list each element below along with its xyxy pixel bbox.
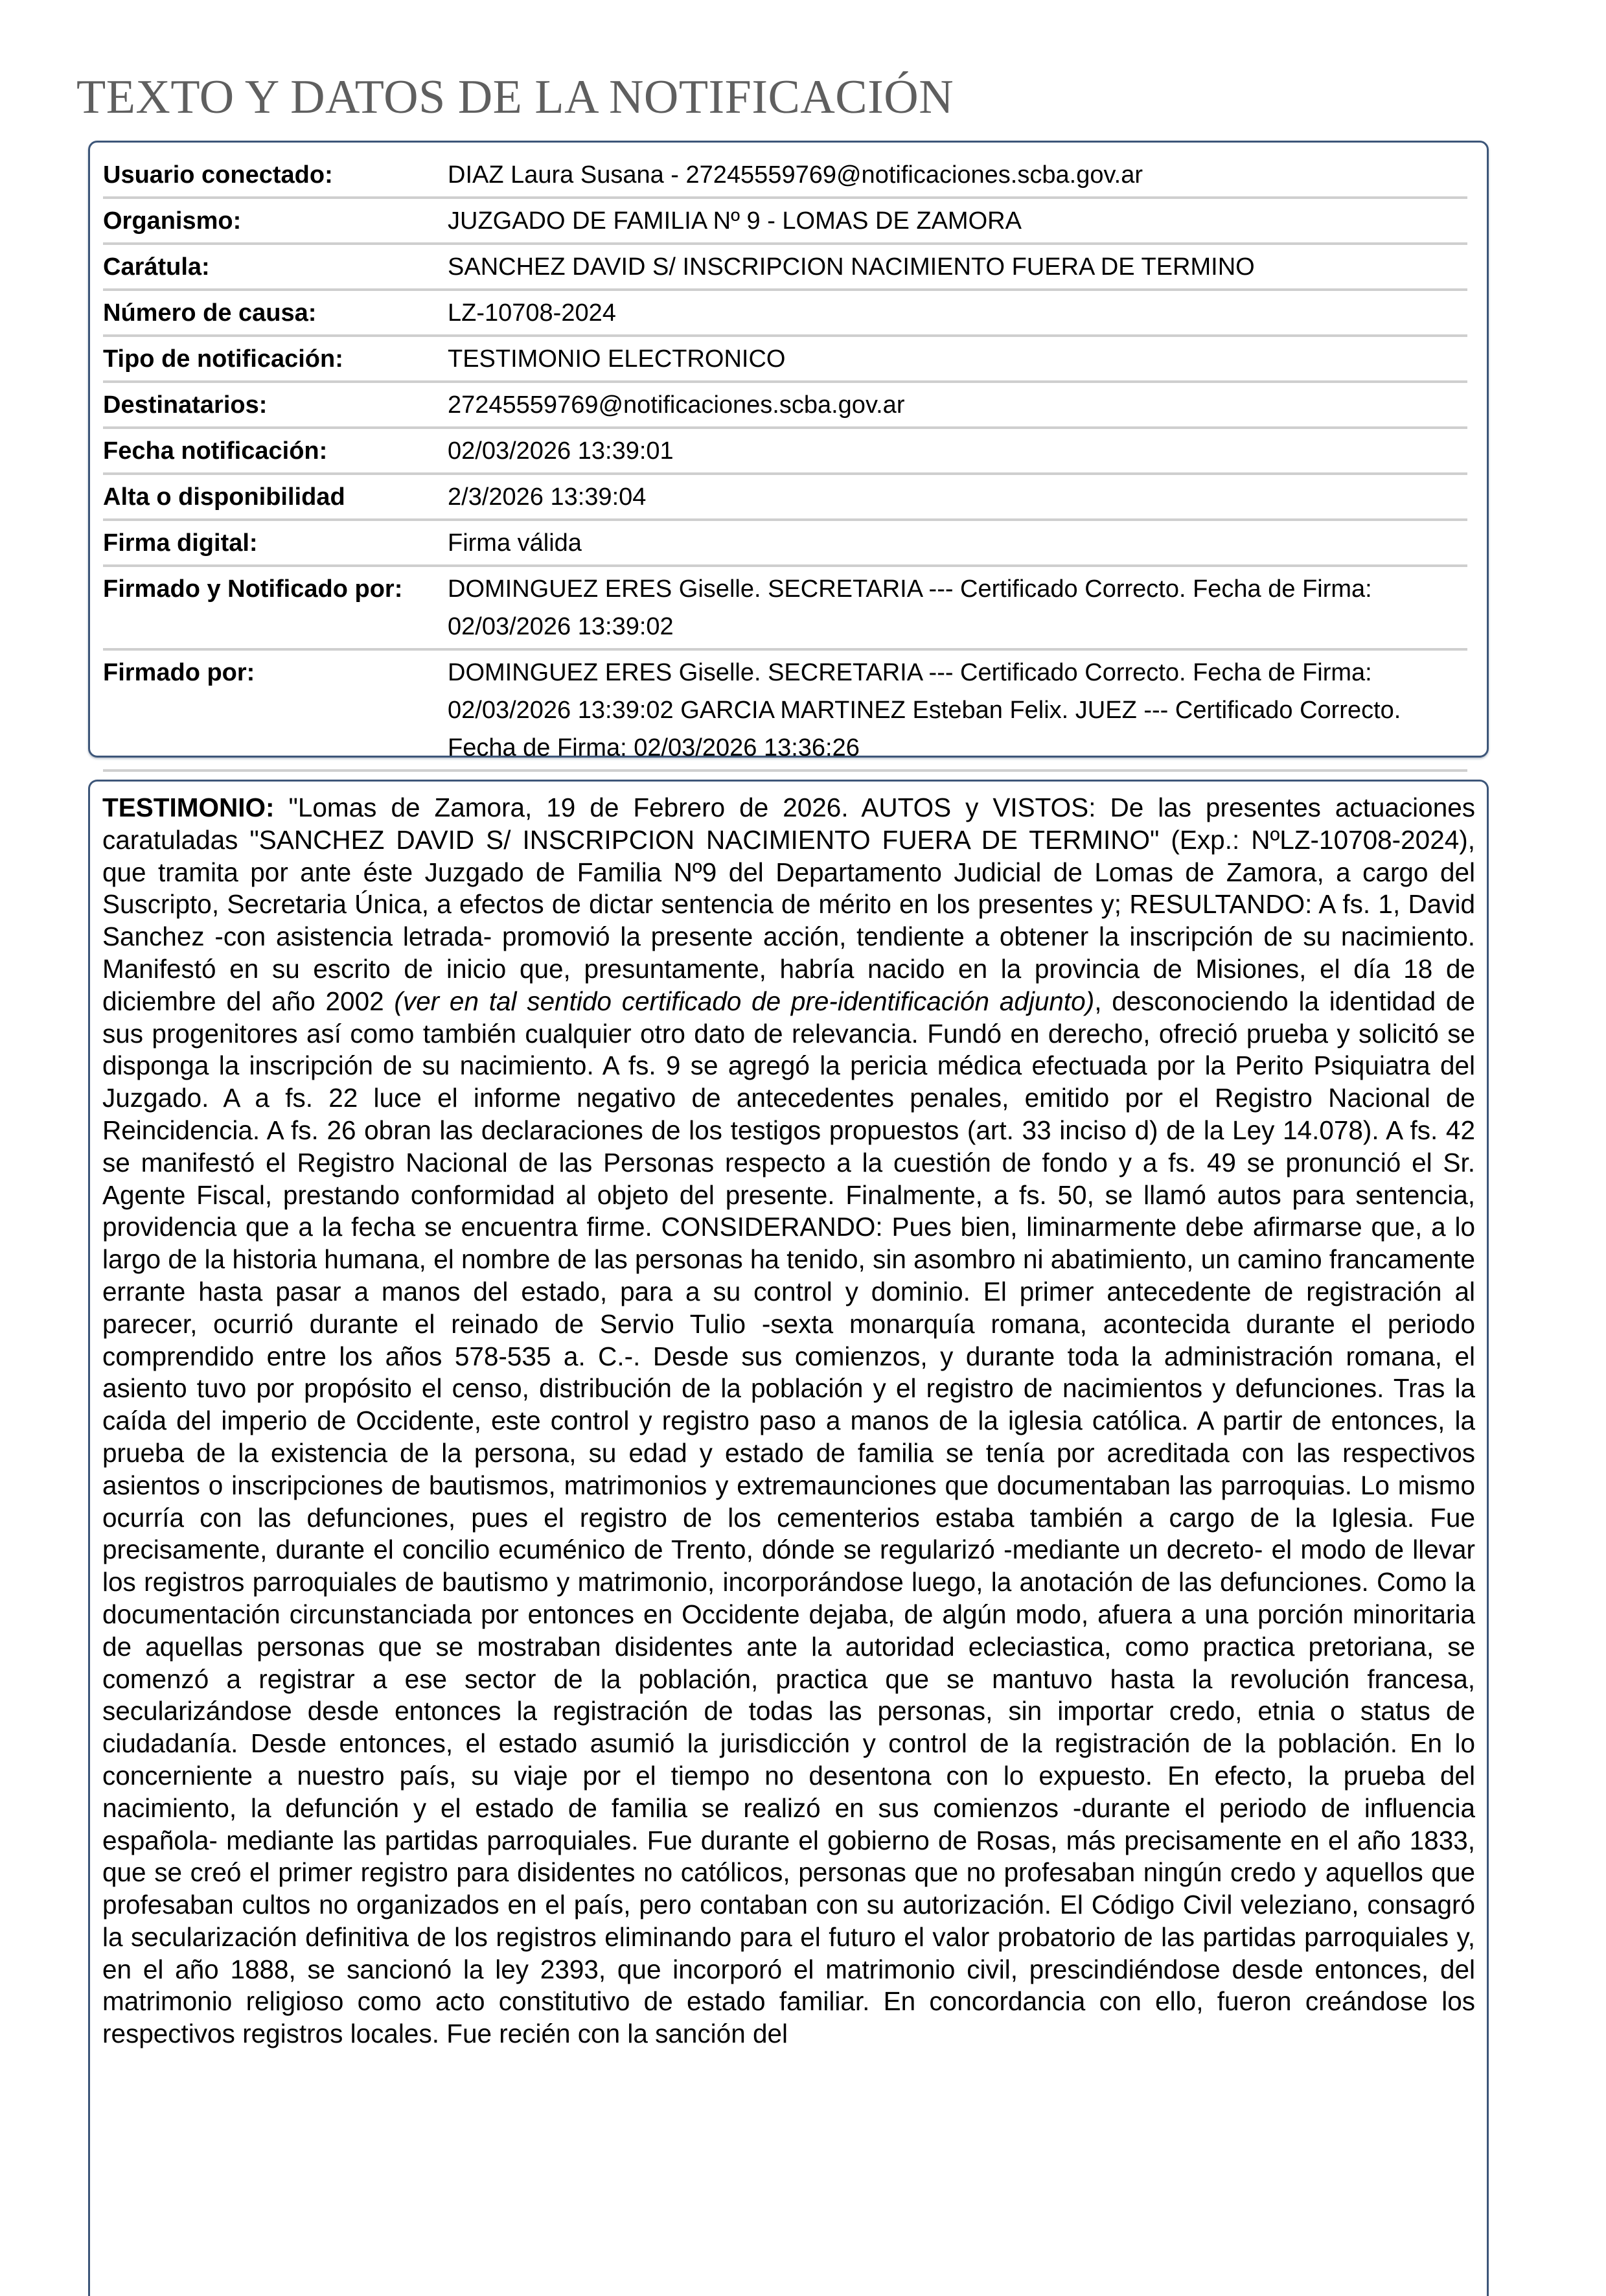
label-firmado-y-notificado-por: Firmado y Notificado por: <box>103 566 448 649</box>
row-organismo <box>103 198 1467 244</box>
row-fecha-notificacion <box>103 428 1467 474</box>
notification-details-panel <box>88 141 1489 761</box>
label-fecha-notificacion: Fecha notificación: <box>103 428 448 474</box>
row-caratula <box>103 244 1467 290</box>
label-firma-digital: Firma digital: <box>103 520 448 566</box>
value-fecha-notificacion: 02/03/2026 13:39:01 <box>448 428 1467 474</box>
row-firmado-por <box>103 649 1467 771</box>
label-firmado-por: Firmado por: <box>103 649 448 771</box>
value-firmado-y-notificado-por: DOMINGUEZ ERES Giselle. SECRETARIA --- Certificado Correcto. Fecha de Firma: 02/03/2026 13:39:02 <box>448 566 1467 649</box>
value-numero-de-causa: LZ-10708-2024 <box>448 290 1467 336</box>
row-destinatarios <box>103 382 1467 428</box>
value-caratula: SANCHEZ DAVID S/ INSCRIPCION NACIMIENTO FUERA DE TERMINO <box>448 244 1467 290</box>
page-title: TEXTO Y DATOS DE LA NOTIFICACIÓN <box>76 71 954 124</box>
label-organismo: Organismo: <box>103 198 448 244</box>
testimonio-text <box>102 792 1475 2050</box>
row-alta-o-disponibilidad <box>103 474 1467 520</box>
value-destinatarios: 27245559769@notificaciones.scba.gov.ar <box>448 382 1467 428</box>
testimonio-panel <box>88 780 1489 2296</box>
label-destinatarios: Destinatarios: <box>103 382 448 428</box>
value-tipo-de-notificacion: TESTIMONIO ELECTRONICO <box>448 336 1467 382</box>
label-caratula: Carátula: <box>103 244 448 290</box>
value-alta-o-disponibilidad: 2/3/2026 13:39:04 <box>448 474 1467 520</box>
testimonio-text-italic: (ver en tal sentido certificado de pre-identificación adjunto) <box>394 986 1095 1016</box>
row-numero-de-causa <box>103 290 1467 336</box>
row-usuario-conectado <box>103 153 1467 198</box>
testimonio-heading: TESTIMONIO: <box>102 793 275 822</box>
value-firma-digital: Firma válida <box>448 520 1467 566</box>
testimonio-text-part2: , desconociendo la identidad de sus progenitores así como también cualquier otro dato de relevancia. Fundó en derecho, ofreció prueba y solicitó se disponga la inscripción de su nacimiento. A fs. 9 se agregó la pericia médica efectuada por la Perito Psiquiatra del Juzgado. A a fs. 22 luce el informe negativo de antecedentes penales, emitido por el Registro Nacional de Reincidencia. A fs. 26 obran las declaraciones de los testigos propuestos (art. 33 inciso d) de la Ley 14.078). A fs. 42 se manifestó el Registro Nacional de las Personas respecto a la cuestión de fondo y a fs. 49 se pronunció el Sr. Agente Fiscal, prestando conformidad al objeto del presente. Finalmente, a fs. 50, se llamó autos para sentencia, providencia que a la fecha se encuentra firme. CONSIDERANDO: Pues bien, liminarmente debe afirmarse que, a lo largo de la historia humana, el nombre de las personas ha tenido, sin asombro ni abatimiento, un camino francamente errante hasta pasar a manos del estado, para a su control y dominio. El primer antecedente de registración al parecer, ocurrió durante el reinado de Servio Tulio -sexta monarquía romana, acontecida durante el periodo comprendido entre los años 578-535 a. C.-. Desde sus comienzos, y durante toda la administración romana, el asiento tuvo por propósito el censo, distribución de la población y el registro de nacimientos y defunciones. Tras la caída del imperio de Occidente, este control y registro paso a manos de la iglesia católica. A partir de entonces, la prueba de la existencia de la persona, su edad y estado de familia se tenía por acreditada con las respectivos asientos o inscripciones de bautismos, matrimonios y extremaunciones que documentaban las parroquias. Lo mismo ocurría con las defunciones, pues el registro de los cementerios estaba también a cargo de la Iglesia. Fue precisamente, durante el concilio ecuménico de Trento, dónde se regularizó -mediante un decreto- el modo de llevar los registros parroquiales de bautismo y matrimonio, incorporándose luego, la anotación de las defunciones. Como la documentación circunstanciada por entonces en Occidente dejaba, de algún modo, afuera a una porción minoritaria de aquellas personas que se mostraban disidentes ante la autoridad ecleciastica, como practica pretoriana, se comenzó a registrar a ese sector de la población, practica que se mantuvo hasta la revolución francesa, secularizándose desde entonces la registración de todas las personas, sin importar credo, etnia o status de ciudadanía. Desde entonces, el estado asumió la jurisdicción y control de la registración de la población. En lo concerniente a nuestro país, su viaje por el tiempo no desentona con lo expuesto. En efecto, la prueba del nacimiento, la defunción y el estado de familia se realizó en sus comienzos -durante el periodo de influencia española- mediante las partidas parroquiales. Fue durante el gobierno de Rosas, más precisamente en el año 1833, que se creó el primer registro para disidentes no católicos, personas que no profesaban ningún credo y aquellos que profesaban cultos no organizados en el país, pero contaban con su autorización. El Código Civil veleziano, consagró la secularización definitiva de los registros eliminando para el futuro el valor probatorio de las partidas parroquiales y, en el año 1888, se sancionó la ley 2393, que incorporó el matrimonio civil, prescindiéndose desde entonces, del matrimonio religioso como acto constitutivo de estado familiar. En concordancia con ello, fueron creándose los respectivos registros locales. Fue recién con la sanción del <box>102 986 1475 2049</box>
value-usuario-conectado: DIAZ Laura Susana - 27245559769@notificaciones.scba.gov.ar <box>448 153 1467 198</box>
testimonio-text-part1: "Lomas de Zamora, 19 de Febrero de 2026. AUTOS y VISTOS: De las presentes actuaciones caratuladas "SANCHEZ DAVID S/ INSCRIPCION NACIMIENTO FUERA DE TERMINO" (Exp.: NºLZ-10708-2024), que tramita por ante éste Juzgado de Familia Nº9 del Departamento Judicial de Lomas de Zamora, a cargo del Suscripto, Secretaria Única, a efectos de dictar sentencia de mérito en los presentes y; RESULTANDO: A fs. 1, David Sanchez -con asistencia letrada- promovió la presente acción, tendiente a obtener la inscripción de su nacimiento. Manifestó en su escrito de inicio que, presuntamente, habría nacido en la provincia de Misiones, el día 18 de diciembre del año 2002 <box>102 793 1475 1016</box>
label-usuario-conectado: Usuario conectado: <box>103 153 448 198</box>
value-organismo: JUZGADO DE FAMILIA Nº 9 - LOMAS DE ZAMORA <box>448 198 1467 244</box>
label-tipo-de-notificacion: Tipo de notificación: <box>103 336 448 382</box>
label-numero-de-causa: Número de causa: <box>103 290 448 336</box>
notification-details-table <box>103 153 1467 772</box>
row-firma-digital <box>103 520 1467 566</box>
row-tipo-de-notificacion <box>103 336 1467 382</box>
label-alta-o-disponibilidad: Alta o disponibilidad <box>103 474 448 520</box>
value-firmado-por: DOMINGUEZ ERES Giselle. SECRETARIA --- Certificado Correcto. Fecha de Firma: 02/03/2026 13:39:02 GARCIA MARTINEZ Esteban Felix. JUEZ --- Certificado Correcto. Fecha de Firma: 02/03/2026 13:36:26 <box>448 649 1467 771</box>
row-firmado-y-notificado-por <box>103 566 1467 649</box>
